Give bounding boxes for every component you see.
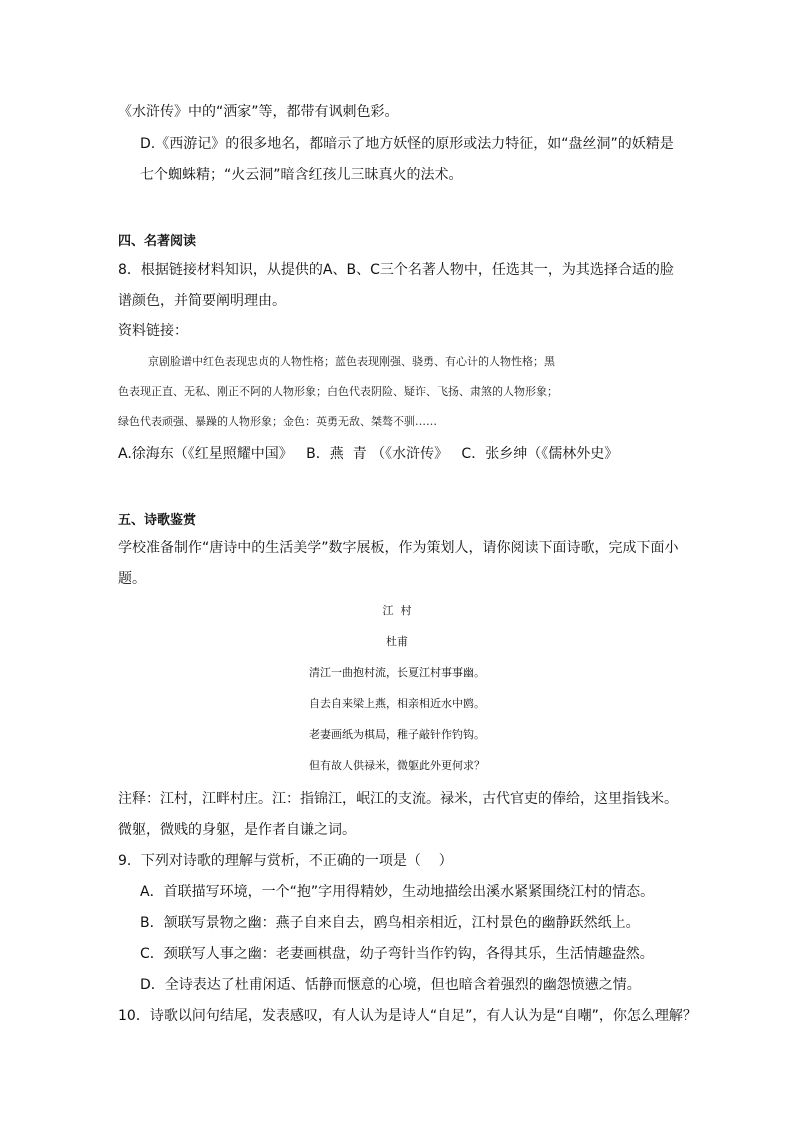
material-text: 京剧脸谱中红色表现忠贞的人物性格；蓝色表现刚强、骁勇、有心计的人物性格；黑 [148, 355, 555, 368]
section-heading-4: 四、名著阅读 [118, 234, 197, 249]
question-8-cont: 谱颜色，并简要阐明理由。 [118, 293, 286, 309]
q9-option-a: A．首联描写环境，一个“抱”字用得精妙，生动地描绘出溪水紧紧围绕江村的情态。 [140, 884, 655, 900]
q9-option-d: D．全诗表达了杜甫闲适、恬静而惬意的心境，但也暗含着强烈的幽怨愤懑之情。 [140, 977, 641, 993]
q9-option-c: C．颈联写人事之幽：老妻画棋盘，幼子弯针当作钓钩，各得其乐，生活情趣盎然。 [140, 946, 654, 962]
material-text: 色表现正直、无私、刚正不阿的人物形象；白色代表阴险、疑诈、飞扬、肃煞的人物形象； [118, 385, 558, 398]
material-text: 绿色代表顽强、暴躁的人物形象；金色：英勇无敌、桀骜不驯…… [118, 415, 437, 428]
poem-line: 自去自来梁上燕，相亲相近水中鸥。 [309, 697, 485, 710]
poem-notes: 注释：江村，江畔村庄。江：指锦江，岷江的支流。禄米，古代官吏的俸给，这里指钱米。 [118, 791, 678, 807]
option-d-text: D.《西游记》的很多地名，都暗示了地方妖怪的原形或法力特征，如“盘丝洞”的妖精是 [140, 136, 674, 152]
poem-line: 老妻画纸为棋局，稚子敲针作钓钩。 [309, 728, 485, 741]
option-d-text-cont: 七个蜘蛛精；“火云洞”暗含红孩儿三昧真火的法术。 [140, 167, 463, 183]
question-9: 9．下列对诗歌的理解与赏析，不正确的一项是（ ） [118, 853, 453, 869]
intro-text-cont: 题。 [118, 571, 146, 587]
character-choices: A.徐海东（《红星照耀中国》 B．燕 青 （《水浒传》 C．张乡绅（《儒林外史》 [118, 446, 619, 462]
question-8: 8．根据链接材料知识，从提供的A、B、C三个名著人物中，任选其一，为其选择合适的脸 [118, 262, 674, 278]
poem-title: 江 村 [382, 604, 412, 617]
intro-text: 学校准备制作“唐诗中的生活美学”数字展板，作为策划人，请你阅读下面诗歌，完成下面小 [118, 540, 679, 556]
poem-author: 杜甫 [386, 635, 408, 648]
poem-notes-cont: 微躯，微贱的身躯，是作者自谦之词。 [118, 822, 356, 838]
poem-line: 清江一曲抱村流，长夏江村事事幽。 [309, 666, 485, 679]
question-10: 10．诗歌以问句结尾，发表感叹，有人认为是诗人“自足”，有人认为是“自嘲”，你怎么理解？ [118, 1008, 697, 1024]
poem-line: 但有故人供禄米，微躯此外更何求？ [309, 759, 485, 772]
text-line: 《水浒传》中的“洒家”等，都带有讽刺色彩。 [118, 104, 399, 120]
q9-option-b: B．颔联写景物之幽：燕子自来自去，鸥鸟相亲相近，江村景色的幽静跃然纸上。 [140, 915, 640, 931]
material-label: 资料链接： [118, 323, 188, 339]
section-heading-5: 五、诗歌鉴赏 [118, 513, 197, 528]
